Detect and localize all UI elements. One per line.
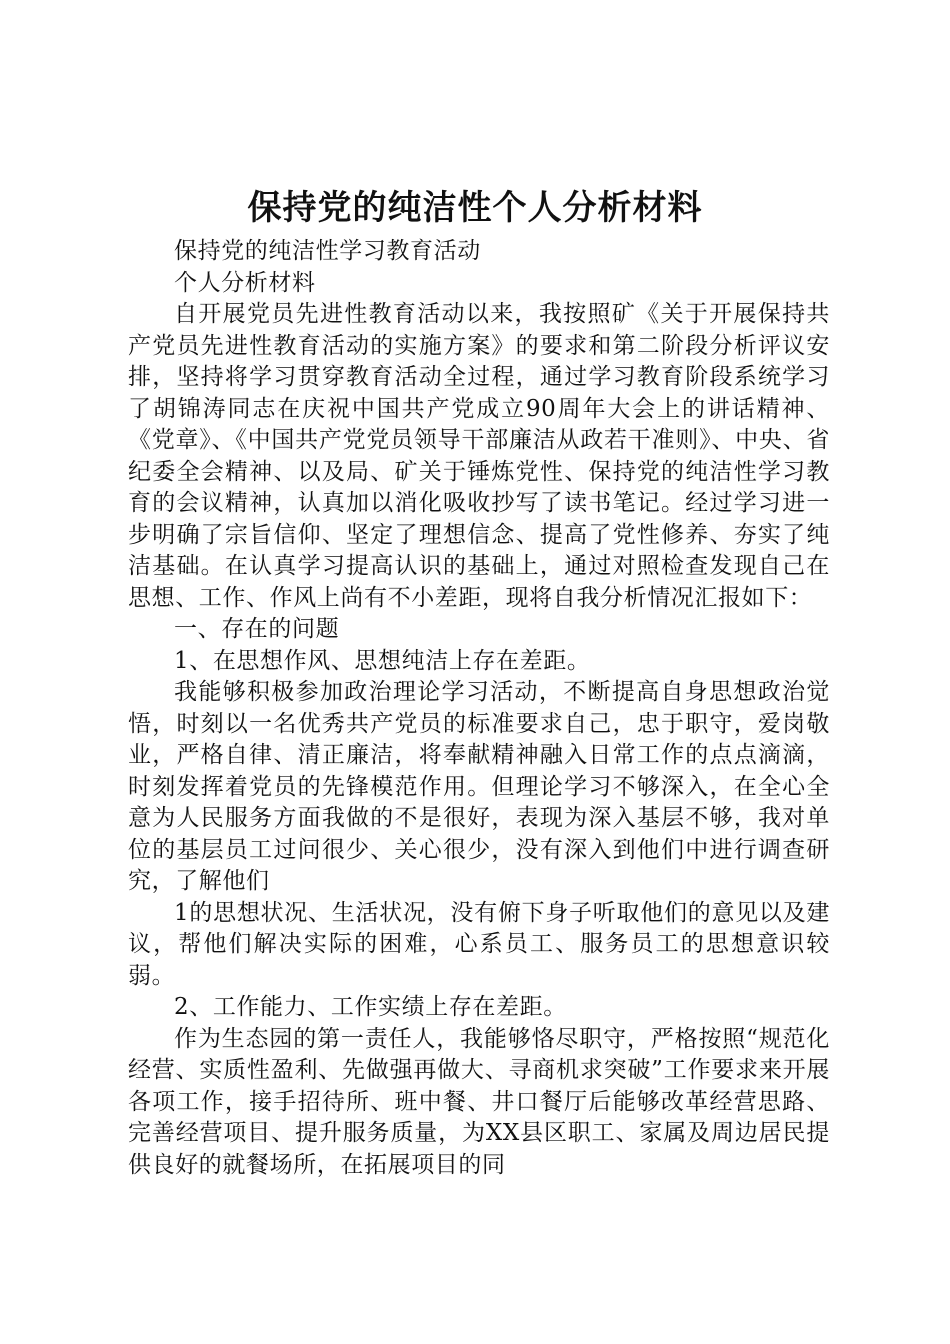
- paragraph-thought-style: 我能够积极参加政治理论学习活动，不断提高自身思想政治觉悟，时刻以一名优秀共产党员的标准要求自己，忠于职守，爱岗敬业，严格自律、清正廉洁，将奉献精神融入日常工作的点点滴滴，时刻发挥着党员的先锋模范作用。但理论学习不够深入，在全心全意为人民服务方面我做的不是很好，表现为深入基层不够，我对单位的基层员工过问很少、关心很少，没有深入到他们中进行调查研究，了解他们: [128, 679, 830, 894]
- paragraph-work-ability: 作为生态园的第一责任人，我能够恪尽职守，严格按照“规范化经营、实质性盈利、先做强再做大、寻商机求突破”工作要求来开展各项工作，接手招待所、班中餐、井口餐厅后能够改革经营思路、完善经营项目、提升服务质量，为XX县区职工、家属及周边居民提供良好的就餐场所，在拓展项目的同: [128, 1025, 830, 1178]
- subheading-work-ability: 2、工作能力、工作实绩上存在差距。: [174, 994, 567, 1020]
- paragraph-thought-style-cont: 1的思想状况、生活状况，没有俯下身子听取他们的意见以及建议，帮他们解决实际的困难，心系员工、服务员工的思想意识较弱。: [128, 899, 830, 989]
- subtitle-activity: 保持党的纯洁性学习教育活动: [174, 238, 481, 264]
- intro-paragraph: 自开展党员先进性教育活动以来，我按照矿《关于开展保持共产党员先进性教育活动的实施方案》的要求和第二阶段分析评议安排，坚持将学习贯穿教育活动全过程，通过学习教育阶段系统学习了胡锦涛同志在庆祝中国共产党成立90周年大会上的讲话精神、《党章》、《中国共产党党员领导干部廉洁从政若干准则》、中央、省纪委全会精神、以及局、矿关于锤炼党性、保持党的纯洁性学习教育的会议精神，认真加以消化吸收抄写了读书笔记。经过学习进一步明确了宗旨信仰、坚定了理想信念、提高了党性修养、夯实了纯洁基础。在认真学习提高认识的基础上，通过对照检查发现自己在思想、工作、作风上尚有不小差距，现将自我分析情况汇报如下：: [128, 301, 830, 611]
- subheading-thought-style: 1、在思想作风、思想纯洁上存在差距。: [174, 647, 591, 674]
- document-body: [128, 236, 830, 1181]
- subtitle-material: 个人分析材料: [174, 269, 316, 296]
- section-heading-problems: 一、存在的问题: [174, 616, 340, 642]
- document-title: 保持党的纯洁性个人分析材料: [247, 188, 703, 228]
